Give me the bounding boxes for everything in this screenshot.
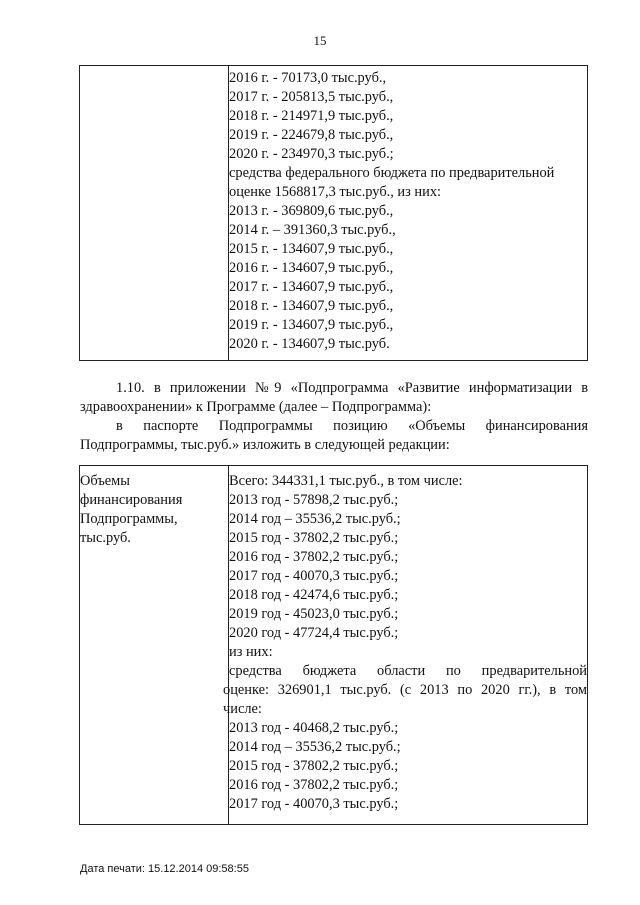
table1-value-cell [229,66,588,361]
table2-label-line: Объемы [80,473,130,489]
table1-line: 2020 г. - 234970,3 тыс.руб.; [229,146,394,162]
table1-line: 2014 г. – 391360,3 тыс.руб., [229,222,396,238]
paragraph-line: 1.10. в приложении №9 «Подпрограмма «Развитие информатизации в [116,380,588,396]
table2-line: 2020 год - 47724,4 тыс.руб.; [229,625,399,641]
table2-line: 2014 год – 35536,2 тыс.руб.; [229,739,401,755]
table2-line: числе: [223,701,262,717]
table1-line: 2017 г. - 134607,9 тыс.руб., [229,279,394,295]
table2-line: 2018 год - 42474,6 тыс.руб.; [229,587,399,603]
table2-line: 2015 год - 37802,2 тыс.руб.; [229,758,399,774]
print-date-footer: Дата печати: 15.12.2014 09:58:55 [80,863,249,875]
page-number: 15 [313,33,327,48]
table2-label-line: Подпрограммы, [80,511,178,527]
paragraph-line: здравоохранении» к Программе (далее – Подпрограмма): [80,399,432,415]
table1-line: оценке 1568817,3 тыс.руб., из них: [229,184,442,200]
funding-table-continued [79,65,588,361]
table2-label-line: тыс.руб. [80,530,131,546]
table1-line: средства федерального бюджета по предварительной [229,165,555,181]
table2-value-cell [223,466,588,825]
table1-line: 2016 г. - 70173,0 тыс.руб., [229,70,387,86]
table2-label-line: финансирования [80,492,183,508]
table1-line: 2016 г. - 134607,9 тыс.руб., [229,260,394,276]
table1-label-cell [80,66,229,361]
amendment-paragraph [80,379,588,455]
table2-line: 2016 год - 37802,2 тыс.руб.; [229,549,399,565]
table2-line: оценке: 326901,1 тыс.руб. (с 2013 по 2020 гг.), в том [223,682,587,698]
table2-line: 2013 год - 40468,2 тыс.руб.; [229,720,399,736]
table1-line: 2015 г. - 134607,9 тыс.руб., [229,241,394,257]
funding-table [79,465,588,825]
table2-line: из них: [229,644,273,660]
table1-line: 2019 г. - 134607,9 тыс.руб., [229,317,394,333]
table2-line: 2015 год - 37802,2 тыс.руб.; [229,530,399,546]
table1-line: 2018 г. - 214971,9 тыс.руб., [229,108,394,124]
table2-line: 2017 год - 40070,3 тыс.руб.; [229,796,399,812]
table2-line: средства бюджета области по предварительной [229,663,587,679]
table1-line: 2013 г. - 369809,6 тыс.руб., [229,203,394,219]
table2-line: Всего: 344331,1 тыс.руб., в том числе: [229,473,463,489]
table1-line: 2018 г. - 134607,9 тыс.руб., [229,298,394,314]
table2-line: 2014 год – 35536,2 тыс.руб.; [229,511,401,527]
table1-line: 2019 г. - 224679,8 тыс.руб., [229,127,394,143]
table2-line: 2017 год - 40070,3 тыс.руб.; [229,568,399,584]
paragraph-line: в паспорте Подпрограммы позицию «Объемы финансирования [116,418,588,434]
paragraph-line: Подпрограммы, тыс.руб.» изложить в следующей редакции: [80,437,450,453]
table1-line: 2017 г. - 205813,5 тыс.руб., [229,89,394,105]
table2-line: 2013 год - 57898,2 тыс.руб.; [229,492,399,508]
table2-label-cell [80,466,229,825]
table1-line: 2020 г. - 134607,9 тыс.руб. [229,336,390,352]
table2-line: 2019 год - 45023,0 тыс.руб.; [229,606,399,622]
table2-line: 2016 год - 37802,2 тыс.руб.; [229,777,399,793]
